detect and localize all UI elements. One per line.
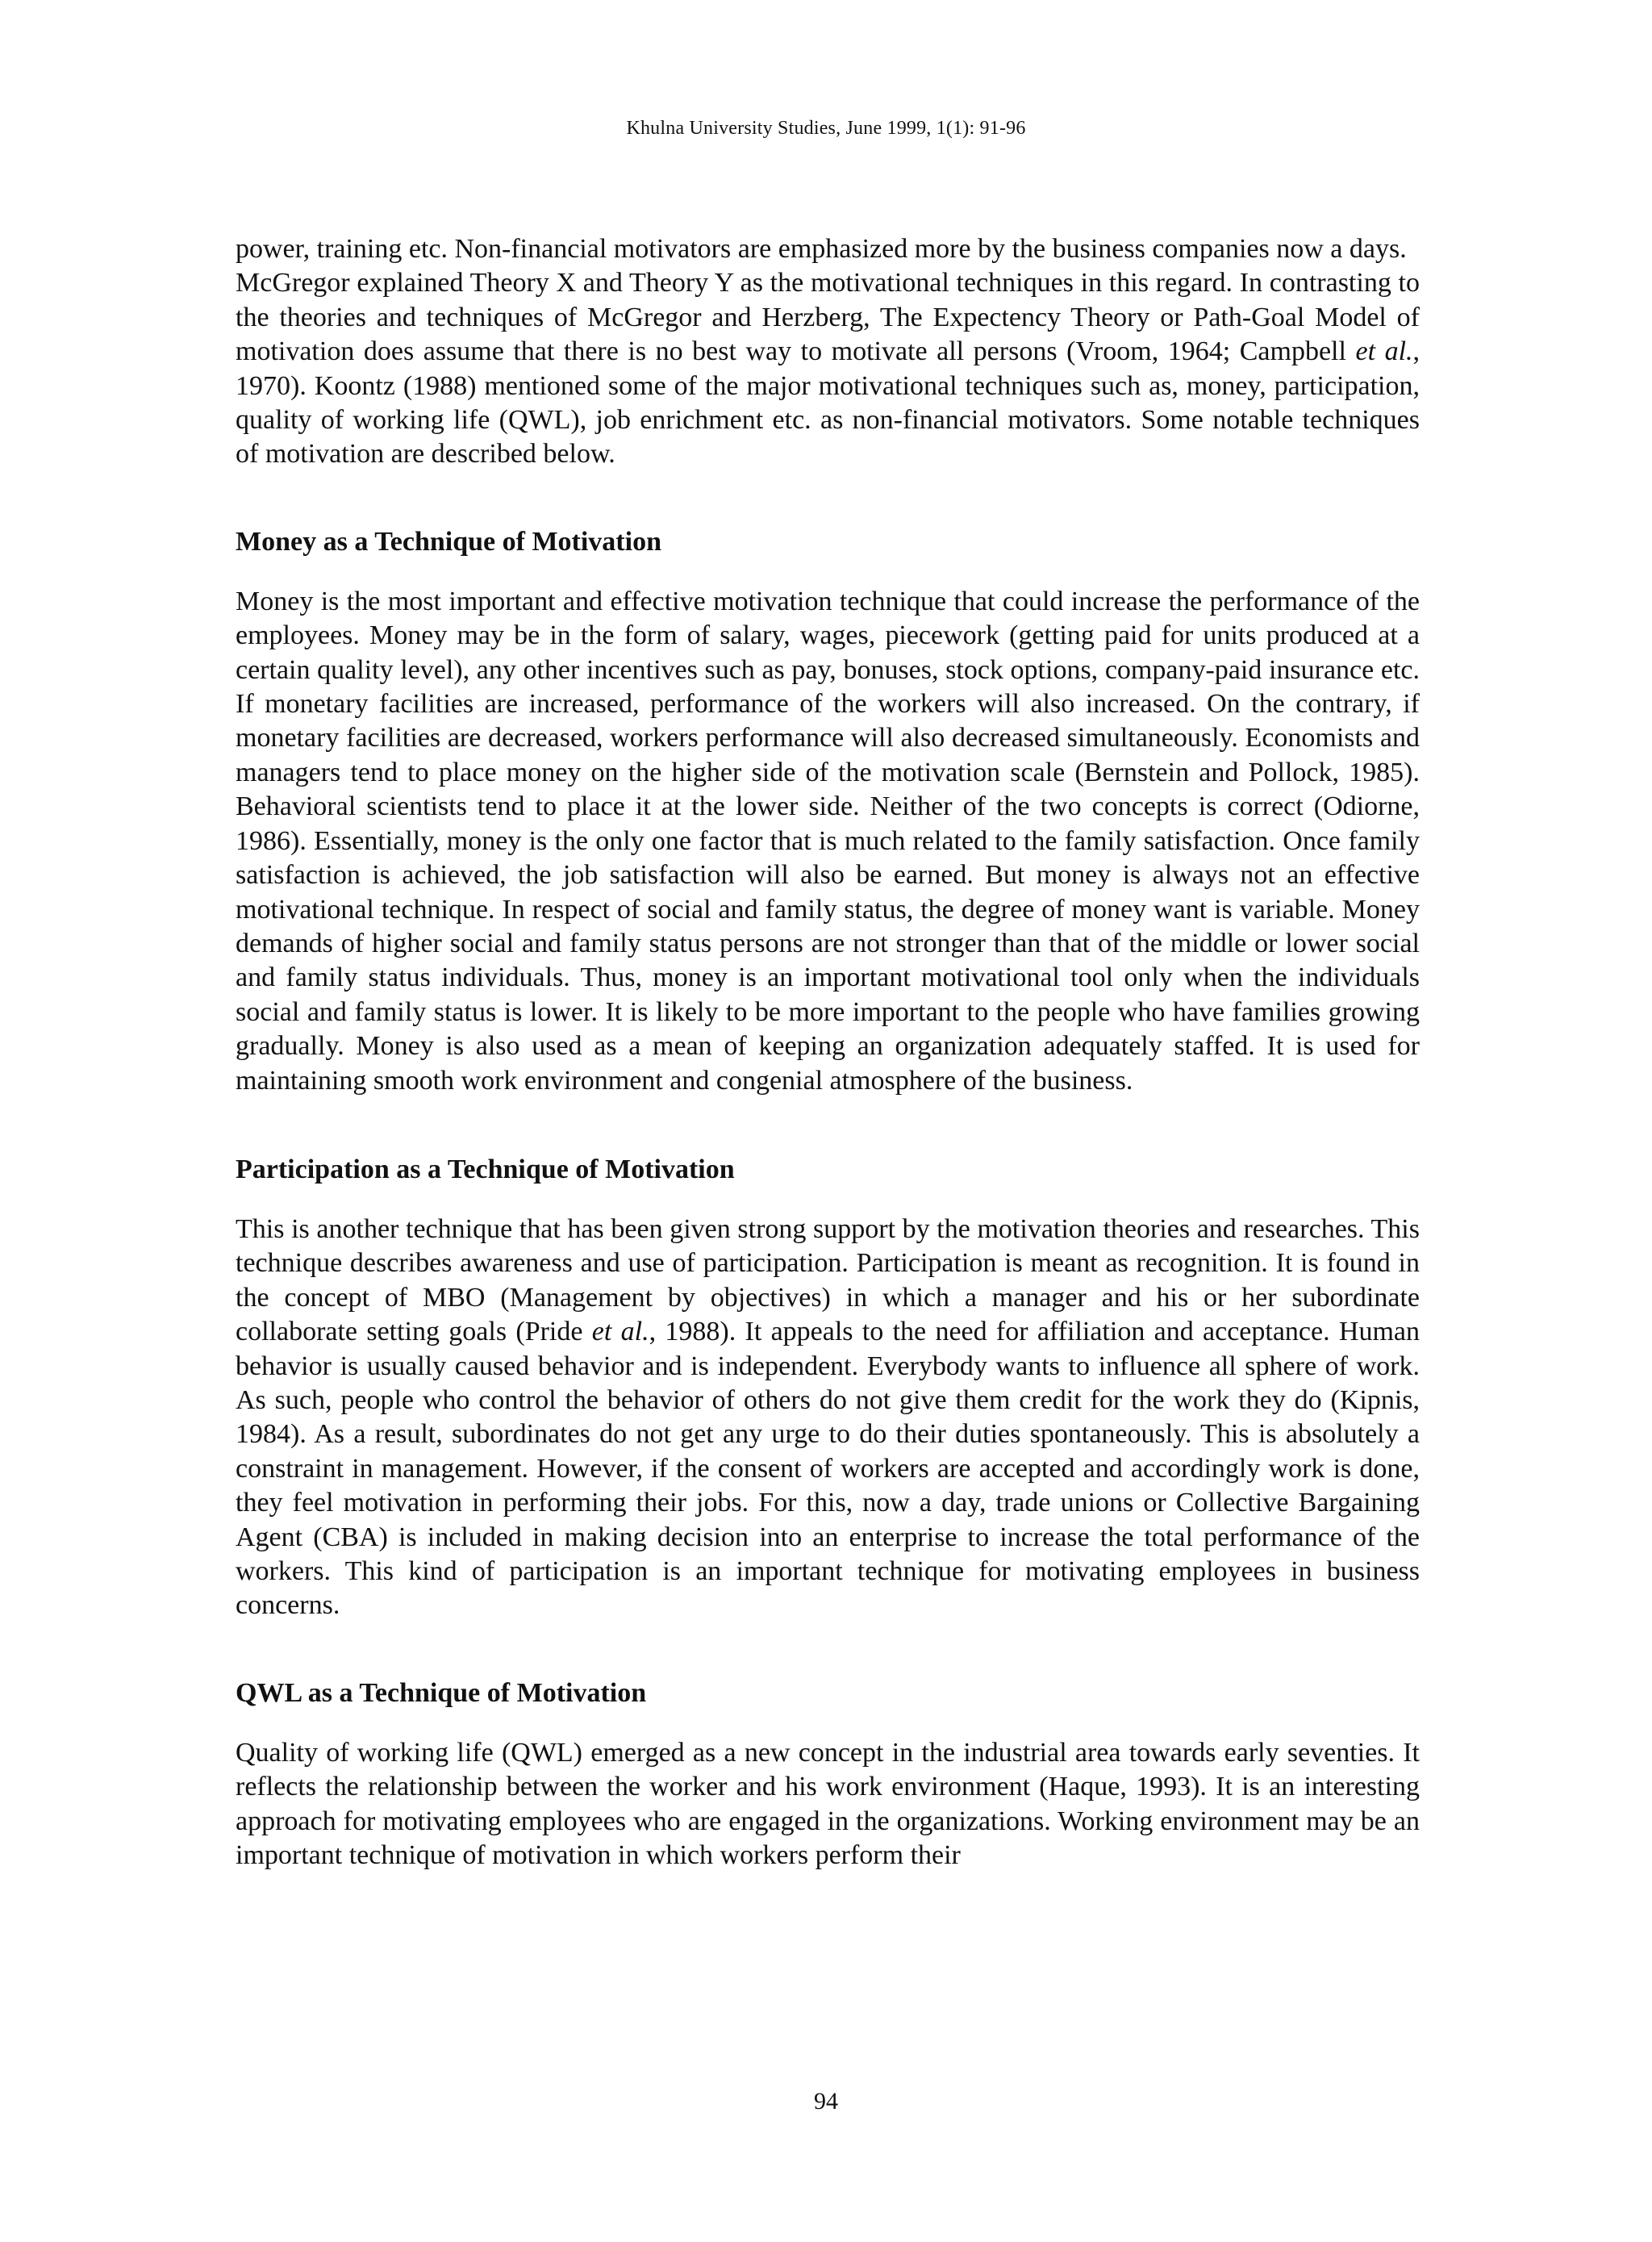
participation-paragraph [236,1213,1420,1623]
qwl-paragraph: Quality of working life (QWL) emerged as a new concept in the industrial area towards early seventies. It reflects the relationship between the worker and his work environment (Haque, 1993). It is an interesting approach for motivating employees who are engaged in the organizations. Working environment may be an important technique of motivation in which workers perform their [236,1737,1420,1871]
intro-text-part-2: , 1970). Koontz (1988) mentioned some of the major motivational techniques such as, money, participation, quality of working life (QWL), job enrichment etc. as non-financial motivators. Some notable techniques of motivation are described below. [236,336,1420,470]
section-heading-participation: Participation as a Technique of Motivation [236,1154,735,1184]
page-number: 94 [814,2088,838,2115]
participation-text-part-1: This is another technique that has been given strong support by the motivation theories and researches. This technique describes awareness and use of participation. Participation is meant as recognition. It is found in the concept of MBO (Management by objectives) in which a manager and his or her subordinate collaborate setting goals (Pride [236,1213,1420,1347]
et-al-citation: et al. [591,1317,649,1347]
et-al-citation: et al. [1355,336,1413,367]
section-heading-qwl: QWL as a Technique of Motivation [236,1677,647,1708]
section-heading-money: Money as a Technique of Motivation [236,526,661,557]
intro-text-part-1: McGregor explained Theory X and Theory Y as the motivational techniques in this regard. In contrasting to the theories and techniques of McGregor and Herzberg, The Expectency Theory or Path-Goal Model of motivation does assume that there is no best way to motivate all persons (Vroom, 1964; Campbell [236,268,1420,367]
page-body [236,232,1420,1873]
intro-paragraph-2 [236,266,1420,471]
money-paragraph: Money is the most important and effective motivation technique that could increase the performance of the employees. Money may be in the form of salary, wages, piecework (getting paid for units produced at a certain quality level), any other incentives such as pay, bonuses, stock options, company-paid insurance etc. If monetary facilities are increased, performance of the workers will also increased. On the contrary, if monetary facilities are decreased, workers performance will also decreased simultaneously. Economists and managers tend to place money on the higher side of the motivation scale (Bernstein and Pollock, 1985). Behavioral scientists tend to place it at the lower side. Neither of the two concepts is correct (Odiorne, 1986). Essentially, money is the only one factor that is much related to the family satisfaction. Once family satisfaction is achieved, the job satisfaction will also be earned. But money is always not an effective motivational technique. In respect of social and family status, the degree of money want is variable. Money demands of higher social and family status persons are not stronger than that of the middle or lower social and family status individuals. Thus, money is an important motivational tool only when the individuals social and family status is lower. It is likely to be more important to the people who have families growing gradually. Money is also used as a mean of keeping an organization adequately staffed. It is used for maintaining smooth work environment and congenial atmosphere of the business. [236,586,1420,1096]
running-header: Khulna University Studies, June 1999, 1(1): 91-96 [626,118,1026,139]
intro-paragraph-1: power, training etc. Non-financial motivators are emphasized more by the business companies now a days. [236,234,1407,264]
participation-text-part-2: , 1988). It appeals to the need for affiliation and acceptance. Human behavior is usually caused behavior and is independent. Everybody wants to influence all sphere of work. As such, people who control the behavior of others do not give them credit for the work they do (Kipnis, 1984). As a result, subordinates do not get any urge to do their duties spontaneously. This is absolutely a constraint in management. However, if the consent of workers are accepted and accordingly work is done, they feel motivation in performing their jobs. For this, now a day, trade unions or Collective Bargaining Agent (CBA) is included in making decision into an enterprise to increase the total performance of the workers. This kind of participation is an important technique for motivating employees in business concerns. [236,1317,1420,1621]
